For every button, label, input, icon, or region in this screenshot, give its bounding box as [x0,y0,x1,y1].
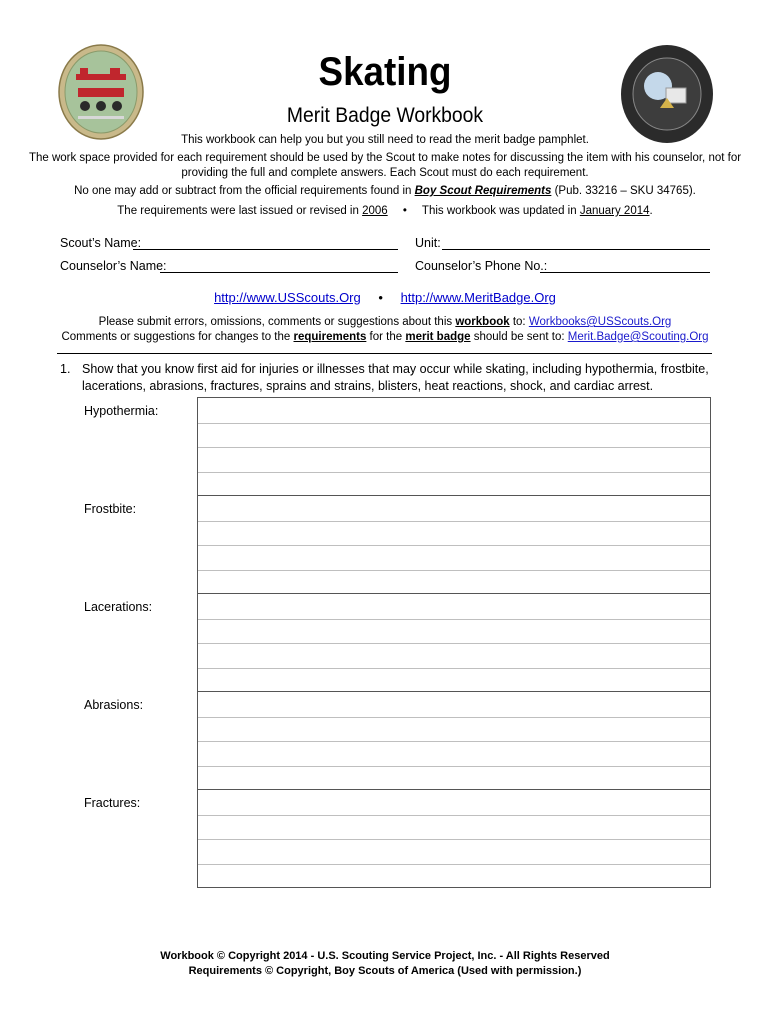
intro3-pre: No one may add or subtract from the official requirements found in [74,185,415,197]
answer-line [198,472,710,473]
submit1-mid: to: [509,316,529,328]
submit2-mid2: should be sent to: [470,331,568,343]
meritbadge-link[interactable]: http://www.MeritBadge.Org [400,290,556,305]
counselor-name-label: Counselor’s Name: [60,259,167,273]
issued-pre: The requirements were last issued or revised in [117,205,363,217]
answer-line [198,447,710,448]
answer-line [198,839,710,840]
submit-line-2 [0,330,770,345]
answer-line [198,864,710,865]
footer [0,949,770,979]
footer-line-1: Workbook © Copyright 2014 - U.S. Scouting Service Project, Inc. - All Rights Reserved [160,950,610,962]
counselor-phone-field[interactable] [540,272,710,273]
page-subtitle: Merit Badge Workbook [286,104,484,127]
requirement-number: 1. [60,362,71,376]
counselor-name-field[interactable] [160,272,398,273]
answer-line [198,545,710,546]
submit2-pre: Comments or suggestions for changes to the [61,331,294,343]
section-label: Lacerations: [84,600,153,614]
intro-line-1: This workbook can help you but you still need to read the merit badge pamphlet. [181,134,589,146]
answer-box[interactable] [197,691,711,790]
submit2-mid: for the [366,331,406,343]
links-line [0,290,770,305]
footer-line-2: Requirements © Copyright, Boy Scouts of America (Used with permission.) [188,965,582,977]
intro-line-2a: The work space provided for each requirement should be used by the Scout to make notes for discussing the item with his counselor, not for [28,152,742,164]
answer-line [198,815,710,816]
intro-line-3 [0,184,770,199]
intro-line-2b: providing the full and complete answers. Each Scout must do each requirement. [181,167,589,179]
updated-post: . [649,205,653,217]
updated-pre: This workbook was updated in [421,205,580,217]
links-bullet: • [378,290,383,305]
section-label: Abrasions: [84,698,144,712]
scout-name-label: Scout’s Name: [60,236,142,250]
answer-box[interactable] [197,593,711,692]
section-label: Frostbite: [84,502,137,516]
issued-bullet: • [402,205,407,217]
submit1-pre: Please submit errors, omissions, comments or suggestions about this [98,316,456,328]
section-label: Hypothermia: [84,404,159,418]
answer-line [198,717,710,718]
submit2-bold2: merit badge [405,331,471,343]
issued-line [0,204,770,219]
requirement-text: Show that you know first aid for injuries or illnesses that may occur while skating, including hypothermia, frostbite, lacerations, abrasions, fractures, sprains and strains, blisters, heat reactions, shock, and cardiac arrest. [82,362,709,393]
answer-line [198,741,710,742]
answer-line [198,619,710,620]
submit2-bold1: requirements [293,331,367,343]
scout-name-field[interactable] [133,249,398,250]
answer-line [198,521,710,522]
answer-line [198,643,710,644]
counselor-phone-label: Counselor’s Phone No.: [415,259,548,273]
issued-year: 2006 [362,205,388,217]
answer-line [198,570,710,571]
section-divider [57,353,712,354]
unit-label: Unit: [415,236,441,250]
unit-field[interactable] [442,249,710,250]
submit-line-1 [0,315,770,330]
answer-box[interactable] [197,789,711,888]
workbooks-email-link[interactable]: Workbooks@USScouts.Org [528,316,672,328]
answer-box[interactable] [197,397,711,496]
intro3-post: (Pub. 33216 – SKU 34765). [551,185,696,197]
submit1-bold: workbook [455,316,510,328]
usscouts-link[interactable]: http://www.USScouts.Org [214,290,361,305]
answer-box[interactable] [197,495,711,594]
updated-date: January 2014 [579,205,650,217]
boy-scout-requirements-link[interactable]: Boy Scout Requirements [414,185,552,197]
answer-line [198,668,710,669]
merit-badge-email-link[interactable]: Merit.Badge@Scouting.Org [567,331,709,343]
page-title: Skating [318,50,452,94]
answer-line [198,766,710,767]
section-label: Fractures: [84,796,141,810]
answer-line [198,423,710,424]
